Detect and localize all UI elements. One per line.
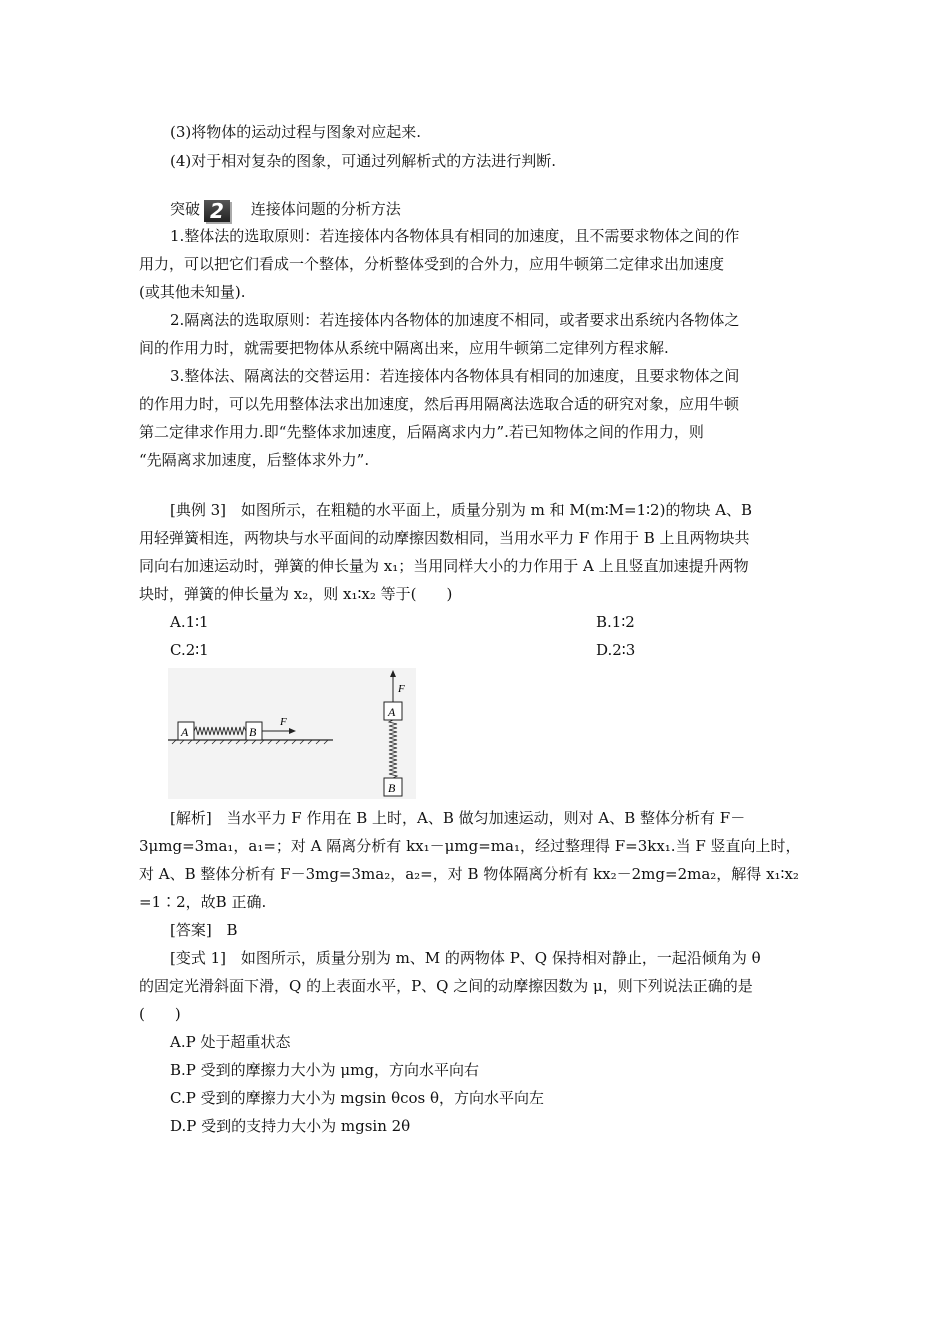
example-option-c: C.2∶1: [170, 641, 209, 659]
point-1-line-2: 用力，可以把它们看成一个整体，分析整体受到的合外力，应用牛顿第二定律求出加速度: [139, 255, 725, 273]
example-line-3: 同向右加速运动时，弹簧的伸长量为 x₁；当用同样大小的力作用于 A 上且竖直加速提升两物: [139, 557, 749, 575]
example-line-4: 块时，弹簧的伸长量为 x₂，则 x₁∶x₂ 等于( ): [139, 585, 453, 603]
point-1-line-3: (或其他未知量).: [139, 283, 246, 301]
example-tag: [典例 3]: [170, 501, 227, 519]
example-option-d: D.2∶3: [596, 641, 636, 659]
variant-line-1: [170, 948, 761, 968]
variant-line-3: ( ): [139, 1005, 181, 1023]
spring-vertical: [389, 720, 397, 778]
variant-text-1: 如图所示，质量分别为 m、M 的两物体 P、Q 保持相对静止，一起沿倾角为 θ: [240, 949, 761, 967]
variant-option-a: A.P 处于超重状态: [170, 1033, 291, 1051]
example-text-1: 如图所示，在粗糙的水平面上，质量分别为 m 和 M(m∶M=1∶2)的物块 A、B: [240, 501, 753, 519]
point-3-line-1: 3.整体法、隔离法的交替运用：若连接体内各物体具有相同的加速度，且要求物体之间: [170, 367, 740, 385]
analysis-line-3: 对 A、B 整体分析有 F－3mg=3ma₂，a₂=，对 B 物体隔离分析有 kx₂－2mg=2ma₂，解得 x₁∶x₂: [139, 865, 799, 883]
section-heading: [170, 199, 401, 222]
spring-blocks-figure: [168, 668, 416, 799]
point-1-line-1: 1.整体法的选取原则：若连接体内各物体具有相同的加速度，且不需要求物体之间的作: [170, 227, 740, 245]
answer-line: [170, 920, 238, 940]
variant-tag: [变式 1]: [170, 949, 227, 967]
example-option-b: B.1∶2: [596, 613, 635, 631]
force-arrowhead-horizontal: [289, 728, 296, 734]
variant-option-b: B.P 受到的摩擦力大小为 μmg，方向水平向右: [170, 1061, 479, 1079]
label-b-horizontal: B: [249, 725, 257, 739]
point-3-line-2: 的作用力时，可以先用整体法求出加速度，然后再用隔离法选取合适的研究对象，应用牛顿: [139, 395, 740, 413]
section-title: 连接体问题的分析方法: [250, 200, 401, 218]
answer-value: B: [226, 921, 238, 939]
variant-option-c: C.P 受到的摩擦力大小为 mgsin θcos θ，方向水平向左: [170, 1089, 545, 1107]
intro-item-4: (4)对于相对复杂的图象，可通过列解析式的方法进行判断.: [170, 152, 557, 170]
example-line-1: [170, 500, 752, 520]
section-prefix: 突破: [170, 200, 201, 218]
variant-line-2: 的固定光滑斜面下滑，Q 的上表面水平，P、Q 之间的动摩擦因数为 μ，则下列说法正确的是: [139, 977, 753, 995]
section-number-badge: 2: [204, 200, 230, 222]
label-b-vertical: B: [388, 781, 396, 795]
spring-horizontal: [194, 727, 246, 735]
analysis-line-1: [170, 808, 745, 828]
point-2-line-1: 2.隔离法的选取原则：若连接体内各物体的加速度不相同，或者要求出系统内各物体之: [170, 311, 740, 329]
point-3-line-3: 第二定律求作用力.即“先整体求加速度，后隔离求内力”.若已知物体之间的作用力，则: [139, 423, 704, 441]
variant-option-d: D.P 受到的支持力大小为 mgsin 2θ: [170, 1117, 411, 1135]
point-2-line-2: 间的作用力时，就需要把物体从系统中隔离出来，应用牛顿第二定律列方程求解.: [139, 339, 669, 357]
analysis-line-4: =1∶2，故B 正确.: [139, 893, 267, 911]
label-a-horizontal: A: [181, 725, 189, 739]
label-f-horizontal: F: [280, 716, 287, 728]
answer-tag: [答案]: [170, 921, 212, 939]
figure-svg: [168, 668, 416, 799]
force-arrowhead-vertical: [390, 670, 396, 677]
label-a-vertical: A: [388, 705, 396, 719]
intro-item-3: (3)将物体的运动过程与图象对应起来.: [170, 123, 422, 141]
analysis-text-1: 当水平力 F 作用在 B 上时，A、B 做匀加速运动，则对 A、B 整体分析有 F－: [226, 809, 746, 827]
analysis-tag: [解析]: [170, 809, 212, 827]
analysis-line-2: 3μmg=3ma₁，a₁=；对 A 隔离分析有 kx₁－μmg=ma₁，经过整理得 F=3kx₁.当 F 竖直向上时，: [139, 837, 801, 855]
label-f-vertical: F: [398, 683, 405, 695]
example-line-2: 用轻弹簧相连，两物块与水平面间的动摩擦因数相同，当用水平力 F 作用于 B 上且两物块共: [139, 529, 750, 547]
point-3-line-4: “先隔离求加速度，后整体求外力”.: [139, 451, 370, 469]
example-option-a: A.1∶1: [170, 613, 209, 631]
